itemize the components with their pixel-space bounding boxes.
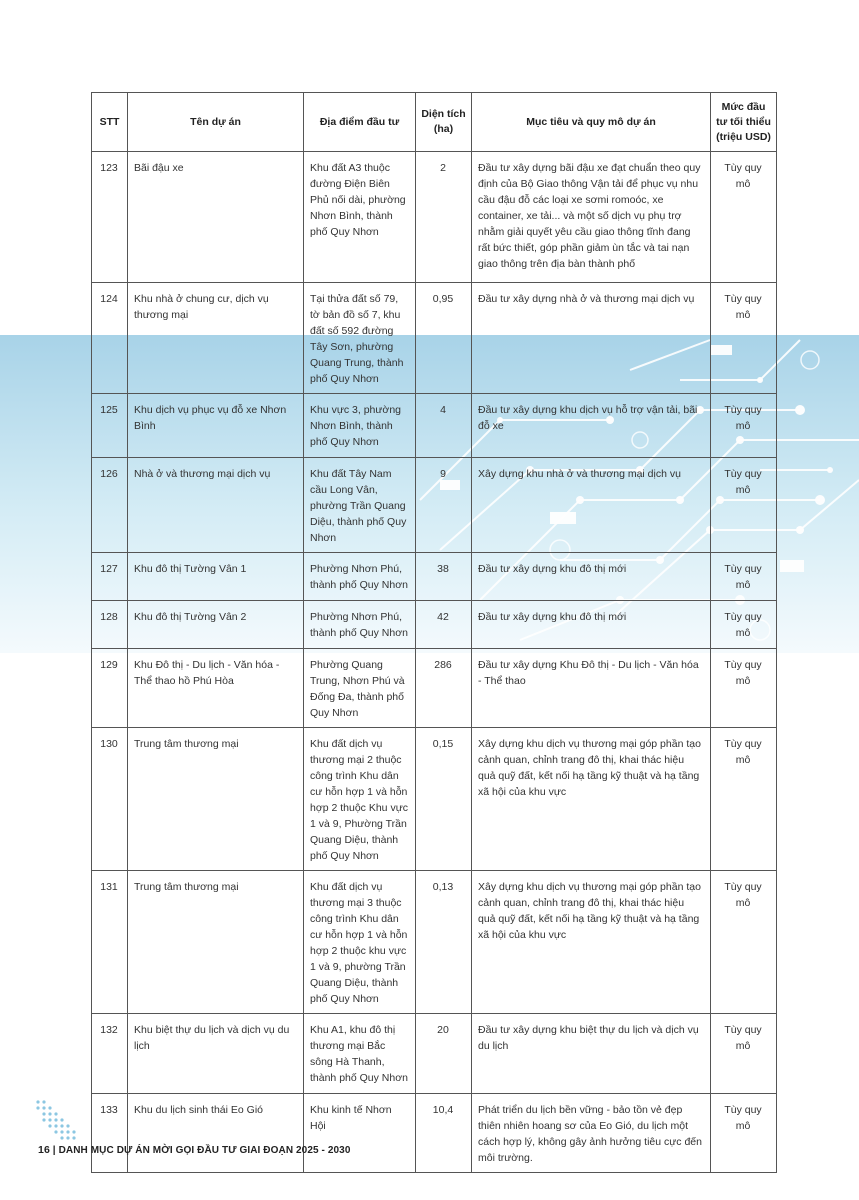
- cell-project-name: Khu dịch vụ phục vụ đỗ xe Nhơn Bình: [128, 394, 304, 458]
- cell-project-name: Nhà ở và thương mại dịch vụ: [128, 458, 304, 553]
- cell-project-name: Khu du lịch sinh thái Eo Gió: [128, 1094, 304, 1173]
- cell-location: Khu vực 3, phường Nhơn Bình, thành phố Quy Nhơn: [304, 394, 416, 458]
- cell-goal: Xây dựng khu dịch vụ thương mại góp phần tạo cảnh quan, chỉnh trang đô thị, khai thác hiệu quả quỹ đất, kết nối hạ tầng kỹ thuật và hạ tầng xã hội của khu vực: [472, 871, 711, 1014]
- dot-pattern-decoration: [32, 1098, 92, 1148]
- cell-project-name: Khu biệt thự du lịch và dịch vụ du lịch: [128, 1014, 304, 1094]
- table-header-row: [92, 93, 777, 152]
- cell-min-investment: Tùy quy mô: [711, 601, 777, 649]
- cell-location: Tại thửa đất số 79, tờ bản đồ số 7, khu đất số 592 đường Tây Sơn, phường Quang Trung, thành phố Quy Nhơn: [304, 283, 416, 394]
- cell-min-investment: Tùy quy mô: [711, 871, 777, 1014]
- cell-area: 20: [416, 1014, 472, 1094]
- cell-stt: 127: [92, 553, 128, 601]
- table-row: [92, 728, 777, 871]
- cell-stt: 132: [92, 1014, 128, 1094]
- page-number: 16: [38, 1144, 50, 1156]
- table-row: [92, 458, 777, 553]
- cell-min-investment: Tùy quy mô: [711, 152, 777, 283]
- cell-stt: 126: [92, 458, 128, 553]
- cell-project-name: Bãi đậu xe: [128, 152, 304, 283]
- project-table: [91, 92, 777, 1173]
- cell-goal: Đầu tư xây dựng bãi đậu xe đạt chuẩn theo quy định của Bộ Giao thông Vận tải để phục vụ nhu cầu đậu đỗ các loại xe sơmi romoóc, xe container, xe tải... và một số dịch vụ phụ trợ nhằm giải quyết yêu cầu giao thông tĩnh đang rất bức thiết, góp phần giảm ùn tắc và tai nạn giao thông trên địa bàn thành phố: [472, 152, 711, 283]
- cell-area: 10,4: [416, 1094, 472, 1173]
- cell-min-investment: Tùy quy mô: [711, 1014, 777, 1094]
- cell-stt: 133: [92, 1094, 128, 1173]
- cell-project-name: Trung tâm thương mại: [128, 871, 304, 1014]
- cell-goal: Đầu tư xây dựng nhà ở và thương mại dịch vụ: [472, 283, 711, 394]
- cell-area: 38: [416, 553, 472, 601]
- cell-location: Khu đất dịch vụ thương mại 2 thuộc công trình Khu dân cư hỗn hợp 1 và hỗn hợp 2 thuộc Khu vực 1 và 9, Phường Trần Quang Diệu, thành phố Quy Nhơn: [304, 728, 416, 871]
- cell-stt: 130: [92, 728, 128, 871]
- cell-location: Khu A1, khu đô thị thương mại Bắc sông Hà Thanh, thành phố Quy Nhơn: [304, 1014, 416, 1094]
- table-row: [92, 152, 777, 283]
- cell-goal: Phát triển du lịch bền vững - bảo tồn vẻ đẹp thiên nhiên hoang sơ của Eo Gió, du lịch một cách hợp lý, không gây ảnh hưởng tiêu cực đến môi trường.: [472, 1094, 711, 1173]
- cell-area: 9: [416, 458, 472, 553]
- cell-area: 2: [416, 152, 472, 283]
- table-row: [92, 649, 777, 728]
- cell-area: 42: [416, 601, 472, 649]
- cell-area: 0,95: [416, 283, 472, 394]
- cell-stt: 128: [92, 601, 128, 649]
- cell-min-investment: Tùy quy mô: [711, 458, 777, 553]
- header-stt: STT: [92, 93, 128, 152]
- cell-min-investment: Tùy quy mô: [711, 1094, 777, 1173]
- table-row: [92, 553, 777, 601]
- header-location: Địa điểm đầu tư: [304, 93, 416, 152]
- page-footer: [38, 1144, 351, 1156]
- cell-location: Khu đất dịch vụ thương mại 3 thuộc công trình Khu dân cư hỗn hợp 1 và hỗn hợp 2 thuộc khu vực 1 và 9, phường Trần Quang Diệu, thành phố Quy Nhơn: [304, 871, 416, 1014]
- table-row: [92, 283, 777, 394]
- cell-location: Phường Nhơn Phú, thành phố Quy Nhơn: [304, 553, 416, 601]
- cell-location: Phường Nhơn Phú, thành phố Quy Nhơn: [304, 601, 416, 649]
- table-row: [92, 1094, 777, 1173]
- header-goal: Mục tiêu và quy mô dự án: [472, 93, 711, 152]
- cell-goal: Đầu tư xây dựng khu dịch vụ hỗ trợ vận tải, bãi đỗ xe: [472, 394, 711, 458]
- table-row: [92, 394, 777, 458]
- cell-min-investment: Tùy quy mô: [711, 553, 777, 601]
- cell-goal: Xây dựng khu nhà ở và thương mại dịch vụ: [472, 458, 711, 553]
- cell-area: 4: [416, 394, 472, 458]
- cell-min-investment: Tùy quy mô: [711, 283, 777, 394]
- cell-min-investment: Tùy quy mô: [711, 728, 777, 871]
- cell-stt: 129: [92, 649, 128, 728]
- cell-area: 0,13: [416, 871, 472, 1014]
- cell-location: Phường Quang Trung, Nhơn Phú và Đống Đa, thành phố Quy Nhơn: [304, 649, 416, 728]
- cell-goal: Đầu tư xây dựng khu biệt thự du lịch và dịch vụ du lịch: [472, 1014, 711, 1094]
- table-row: [92, 601, 777, 649]
- cell-stt: 123: [92, 152, 128, 283]
- table-row: [92, 1014, 777, 1094]
- cell-goal: Đầu tư xây dựng khu đô thị mới: [472, 601, 711, 649]
- cell-goal: Xây dựng khu dịch vụ thương mại góp phần tạo cảnh quan, chỉnh trang đô thị, khai thác hiệu quả quỹ đất, kết nối hạ tầng kỹ thuật và hạ tầng xã hội của khu vực: [472, 728, 711, 871]
- cell-project-name: Trung tâm thương mại: [128, 728, 304, 871]
- cell-location: Khu đất Tây Nam cầu Long Vân, phường Trần Quang Diệu, thành phố Quy Nhơn: [304, 458, 416, 553]
- cell-min-investment: Tùy quy mô: [711, 394, 777, 458]
- cell-stt: 125: [92, 394, 128, 458]
- table-row: [92, 871, 777, 1014]
- cell-project-name: Khu đô thị Tường Vân 1: [128, 553, 304, 601]
- footer-separator: |: [52, 1145, 56, 1156]
- cell-area: 0,15: [416, 728, 472, 871]
- cell-min-investment: Tùy quy mô: [711, 649, 777, 728]
- header-area: Diện tích (ha): [416, 93, 472, 152]
- header-min-investment: Mức đầu tư tối thiểu (triệu USD): [711, 93, 777, 152]
- cell-location: Khu đất A3 thuộc đường Điện Biên Phủ nối dài, phường Nhơn Bình, thành phố Quy Nhơn: [304, 152, 416, 283]
- footer-title: DANH MỤC DỰ ÁN MỜI GỌI ĐẦU TƯ GIAI ĐOẠN 2025 - 2030: [58, 1145, 351, 1156]
- cell-stt: 124: [92, 283, 128, 394]
- cell-project-name: Khu Đô thị - Du lịch - Văn hóa - Thể thao hồ Phú Hòa: [128, 649, 304, 728]
- cell-location: Khu kinh tế Nhơn Hội: [304, 1094, 416, 1173]
- cell-area: 286: [416, 649, 472, 728]
- cell-project-name: Khu đô thị Tường Vân 2: [128, 601, 304, 649]
- cell-project-name: Khu nhà ở chung cư, dịch vụ thương mại: [128, 283, 304, 394]
- cell-goal: Đầu tư xây dựng Khu Đô thị - Du lịch - Văn hóa - Thể thao: [472, 649, 711, 728]
- header-project-name: Tên dự án: [128, 93, 304, 152]
- cell-stt: 131: [92, 871, 128, 1014]
- cell-goal: Đầu tư xây dựng khu đô thị mới: [472, 553, 711, 601]
